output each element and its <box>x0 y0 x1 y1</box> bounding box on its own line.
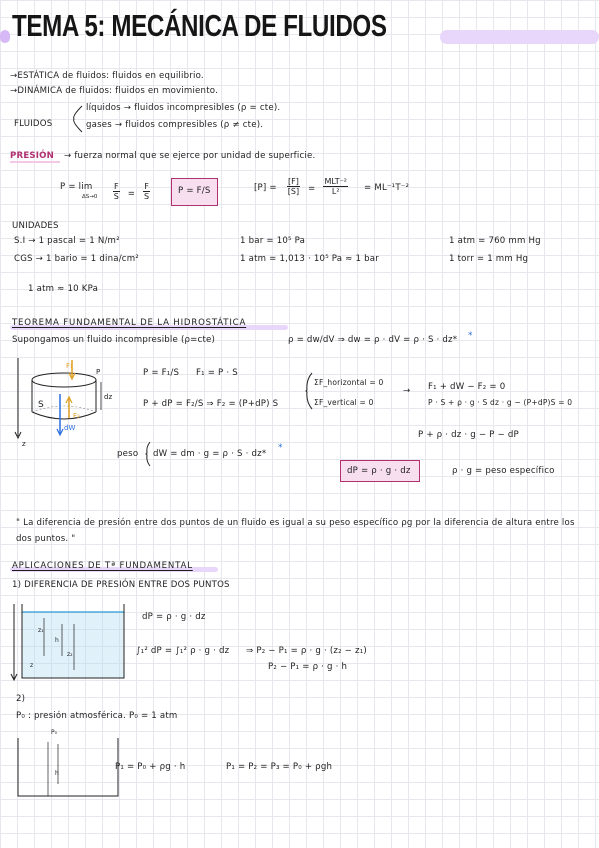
unit-atm: 1 atm = 1,013 · 10⁵ Pa ≈ 1 bar <box>240 254 379 264</box>
peso-eq: dW = dm · g = ρ · S · dz* <box>153 449 267 459</box>
fig2-h: h <box>55 770 59 777</box>
gases-line: gases → fluidos compresibles (ρ ≠ cte). <box>86 120 264 130</box>
sum-brace <box>304 372 314 410</box>
aplicaciones-item-1: 1) DIFERENCIA DE PRESIÓN ENTRE DOS PUNTOS <box>12 580 230 590</box>
eq-balance-1: F₁ + dW − F₂ = 0 <box>428 382 506 392</box>
unit-si: S.I → 1 pascal = 1 N/m² <box>14 236 120 246</box>
dim-den2: L² <box>331 187 340 196</box>
teorema-rho-def: ρ = dw/dV ⇒ dw = ρ · dV = ρ · S · dz* <box>288 335 458 345</box>
cyl-label-z: z <box>22 440 26 448</box>
sum-arrow: → <box>403 386 411 396</box>
cyl-label-s: S <box>38 400 44 410</box>
aplicaciones-item-2: 2) <box>16 694 26 704</box>
fluidos-brace <box>68 104 84 134</box>
cyl-label-f2: F₂ <box>73 412 80 420</box>
peso-especifico: ρ · g = peso específico <box>452 466 555 476</box>
unidades-label: UNIDADES <box>12 221 59 231</box>
cyl-label-dw: dW <box>64 424 76 432</box>
dim-den1: [S] <box>287 187 300 196</box>
dim-frac-1: $\frac{[F]}{[S]}$ = $\frac{\text{MLT⁻²}}{\text{L²}}$ <box>287 177 348 196</box>
boxed-result-text: dP = ρ · g · dz <box>347 466 411 476</box>
dim-lhs: [P] = <box>254 183 277 193</box>
app-eq-5: P₁ = P₀ + ρg · h <box>115 762 186 772</box>
cyl-label-dz: dz <box>104 393 113 401</box>
peso-brace <box>144 441 152 467</box>
eq-f1: F₁ = P · S <box>196 368 238 378</box>
teorema-suponemos: Supongamos un fluido incompresible (ρ=cte) <box>12 335 216 345</box>
dim-num2: MLT⁻² <box>324 177 348 186</box>
fluidos-label: FLUIDOS <box>14 119 53 129</box>
fig1-z2: z₂ <box>67 651 73 658</box>
presion-limit-lhs: P = lim <box>60 182 93 192</box>
app-eq-6: P₁ = P₂ = P₃ = P₀ + ρgh <box>226 762 333 772</box>
eq-balance-2: P · S + ρ · g · S dz · g − (P+dP)S = 0 <box>428 398 573 407</box>
teorema-heading: TEOREMA FUNDAMENTAL DE LA HIDROSTÁTICA <box>12 318 247 328</box>
dinamica-line: →DINÁMICA de fluidos: fluidos en movimiento. <box>10 86 218 96</box>
frac-den-2: S <box>143 192 150 201</box>
title-highlight-right <box>440 30 599 44</box>
app-eq-1: dP = ρ · g · dz <box>142 612 206 622</box>
fig1-z1: z₁ <box>38 627 44 634</box>
unit-bar: 1 bar = 10⁵ Pa <box>240 236 306 246</box>
presion-limit-sub: ΔS→0 <box>82 194 98 200</box>
peso-eq-star: * <box>278 443 283 453</box>
unit-torr: 1 torr = 1 mm Hg <box>449 254 529 264</box>
cylinder-diagram <box>14 358 124 448</box>
presion-label: PRESIÓN <box>10 151 55 161</box>
title-highlight-left <box>0 30 10 43</box>
aplicaciones-heading: APLICACIONES DE Tª FUNDAMENTAL <box>12 561 193 571</box>
dim-result: = ML⁻¹T⁻² <box>364 183 410 193</box>
sum-vertical: ΣF_vertical = 0 <box>314 398 374 407</box>
app-eq-3: ⇒ P₂ − P₁ = ρ · g · (z₂ − z₁) <box>246 646 367 656</box>
frac-num: F <box>114 182 119 191</box>
sum-horizontal: ΣF_horizontal = 0 <box>314 378 384 387</box>
eq-p: P = F₁/S <box>143 368 180 378</box>
teorema-quote: " La diferencia de presión entre dos puntos de un fluido es igual a su peso específico ρg por la diferencia de altura entre los dos puntos. " <box>16 518 575 544</box>
eq-pdp: P + dP = F₂/S ⇒ F₂ = (P+dP) S <box>143 399 279 409</box>
presion-definition: → fuerza normal que se ejerce por unidad de superficie. <box>64 151 316 161</box>
page-title: TEMA 5: MECÁNICA DE FLUIDOS <box>12 8 387 43</box>
liquidos-line: líquidos → fluidos incompresibles (ρ = cte). <box>86 103 281 113</box>
cyl-label-f1: F₁ <box>66 362 73 370</box>
peso-label: peso <box>117 449 139 459</box>
dim-num1: [F] <box>288 177 299 186</box>
app-eq-2: ∫₁² dP = ∫₁² ρ · g · dz <box>136 646 230 656</box>
unit-approx: 1 atm ≈ 10 KPa <box>28 284 99 294</box>
fig1-z: z <box>30 662 34 669</box>
frac-num-2: F <box>144 182 149 191</box>
rho-def-star: * <box>468 331 473 341</box>
tank-diagram-2 <box>18 738 122 800</box>
fig2-p0: P₀ <box>51 729 58 736</box>
cyl-label-p: P <box>96 368 101 376</box>
frac-den: S <box>113 192 119 201</box>
tank-diagram-1 <box>10 604 130 684</box>
presion-boxed-text: P = F/S <box>178 186 211 196</box>
unit-cgs: CGS → 1 bario = 1 dina/cm² <box>14 254 139 264</box>
fig1-h: h <box>55 637 59 644</box>
presion-highlight <box>10 161 60 163</box>
presion-frac-1: $\frac{F}{S}$ = $\frac{F}{S}$ <box>113 182 150 201</box>
app-eq-4: P₂ − P₁ = ρ · g · h <box>268 662 348 672</box>
estatica-line: →ESTÁTICA de fluidos: fluidos en equilibrio. <box>10 71 204 81</box>
p0-description: P₀ : presión atmosférica. P₀ = 1 atm <box>16 711 178 721</box>
unit-atm-mmhg: 1 atm = 760 mm Hg <box>449 236 541 246</box>
eq-balance-3: P + ρ · dz · g − P − dP <box>418 430 519 440</box>
